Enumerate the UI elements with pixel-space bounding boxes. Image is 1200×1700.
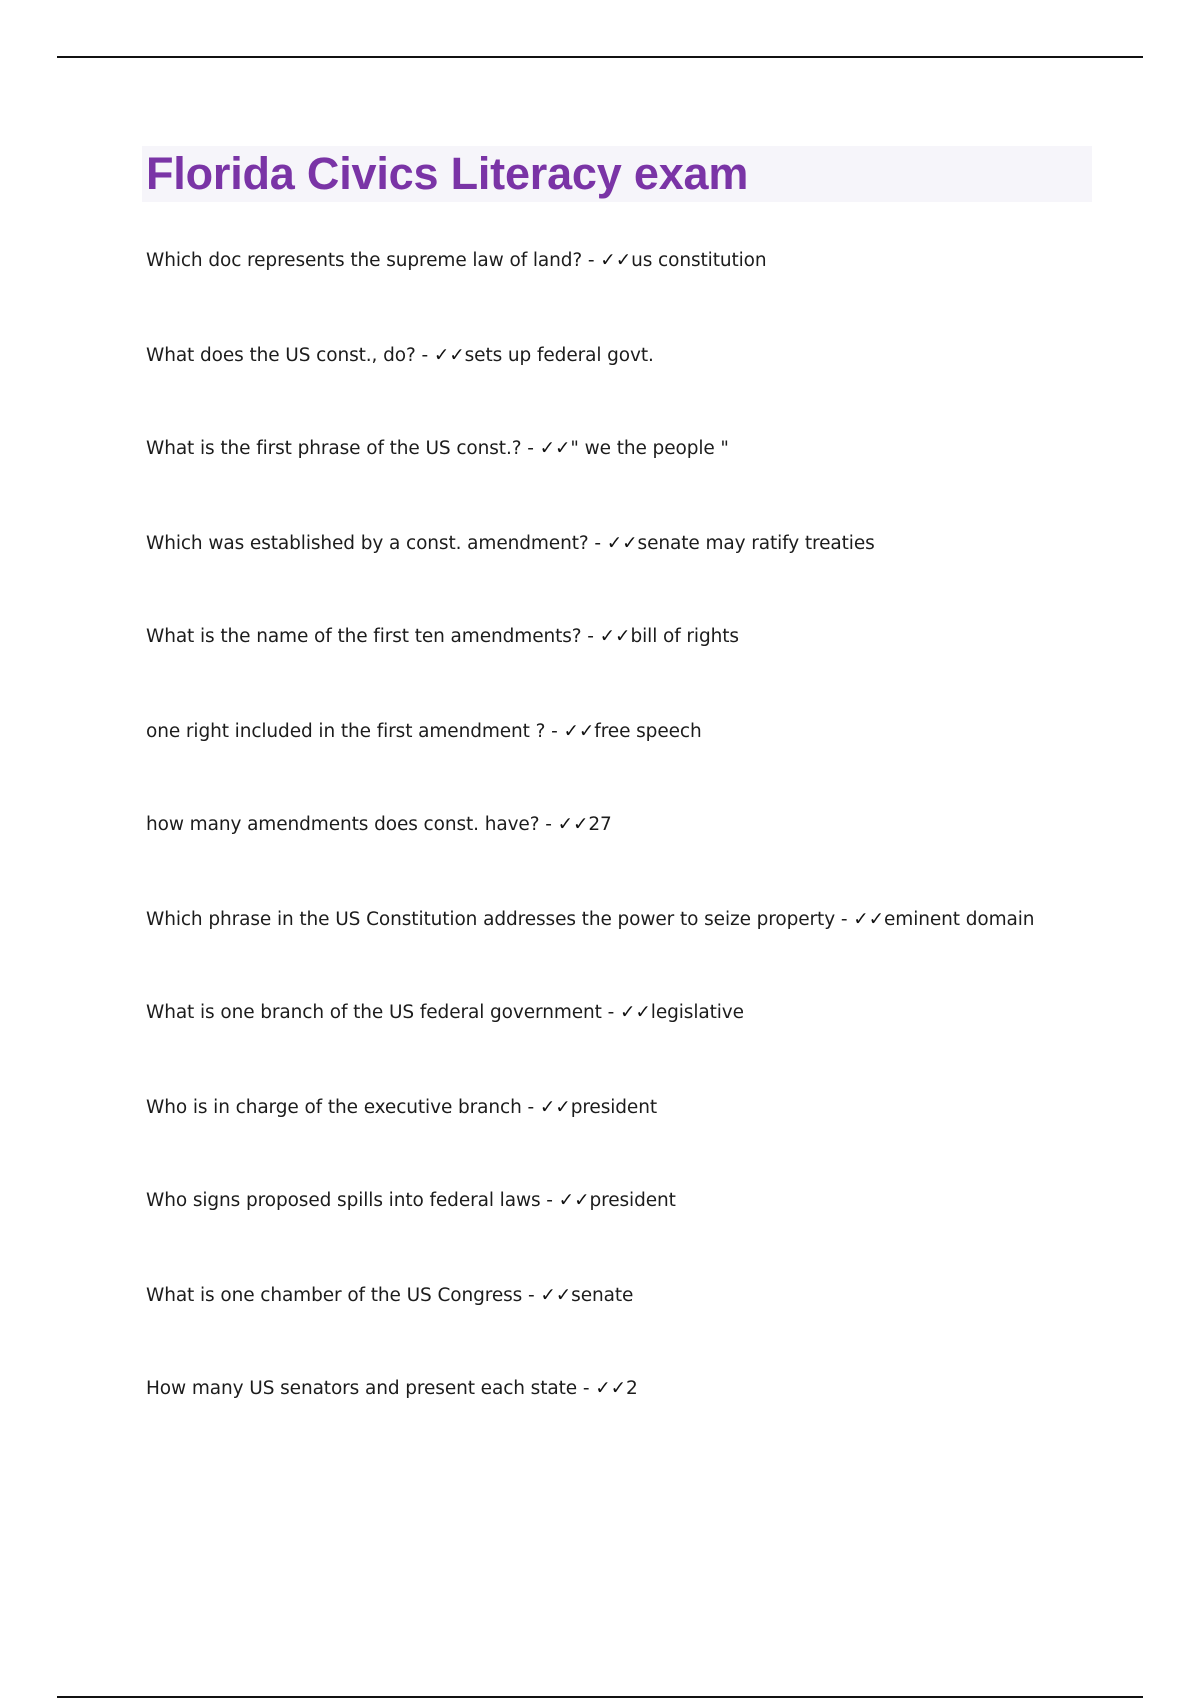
separator: - xyxy=(588,533,607,554)
separator: - xyxy=(540,1190,559,1211)
separator: - xyxy=(601,1002,620,1023)
answer-text: senate xyxy=(571,1285,634,1306)
separator: - xyxy=(415,345,434,366)
qa-item xyxy=(146,1096,657,1120)
answer-text: " we the people " xyxy=(570,438,729,459)
double-check-icon: ✓✓ xyxy=(539,438,571,459)
top-rule xyxy=(57,56,1143,58)
qa-item xyxy=(146,437,729,461)
answer-text: bill of rights xyxy=(630,626,739,647)
double-check-icon: ✓✓ xyxy=(606,533,638,554)
separator: - xyxy=(522,1285,541,1306)
answer-text: free speech xyxy=(594,721,702,742)
qa-item xyxy=(146,1189,676,1213)
answer-text: us constitution xyxy=(631,250,767,271)
separator: - xyxy=(521,1097,540,1118)
question-text: how many amendments does const. have? xyxy=(146,814,540,835)
double-check-icon: ✓✓ xyxy=(599,626,631,647)
qa-item xyxy=(146,1284,633,1308)
question-text: What is the first phrase of the US const.? xyxy=(146,438,522,459)
qa-item xyxy=(146,532,875,556)
double-check-icon: ✓✓ xyxy=(619,1002,651,1023)
answer-text: 27 xyxy=(588,814,612,835)
qa-item xyxy=(146,1377,638,1401)
qa-item xyxy=(146,813,612,837)
question-text: What is one chamber of the US Congress xyxy=(146,1285,523,1306)
double-check-icon: ✓✓ xyxy=(558,1190,590,1211)
answer-text: legislative xyxy=(650,1002,744,1023)
question-text: Which was established by a const. amendment? xyxy=(146,533,589,554)
document-title: Florida Civics Literacy exam xyxy=(146,148,749,199)
qa-item xyxy=(146,625,739,649)
separator: - xyxy=(582,250,601,271)
question-text: What is one branch of the US federal government xyxy=(146,1002,602,1023)
double-check-icon: ✓✓ xyxy=(557,814,589,835)
qa-item xyxy=(146,720,702,744)
question-text: Who is in charge of the executive branch xyxy=(146,1097,522,1118)
answer-text: president xyxy=(570,1097,657,1118)
qa-item xyxy=(146,908,1034,932)
answer-text: president xyxy=(589,1190,676,1211)
question-text: What does the US const., do? xyxy=(146,345,416,366)
answer-text: sets up federal govt. xyxy=(464,345,654,366)
answer-text: senate may ratify treaties xyxy=(637,533,875,554)
double-check-icon: ✓✓ xyxy=(540,1285,572,1306)
qa-item xyxy=(146,249,767,273)
question-text: How many US senators and present each state xyxy=(146,1378,578,1399)
separator: - xyxy=(835,909,854,930)
double-check-icon: ✓✓ xyxy=(539,1097,571,1118)
double-check-icon: ✓✓ xyxy=(595,1378,626,1399)
answer-text: eminent domain xyxy=(884,909,1035,930)
separator: - xyxy=(521,438,540,459)
separator: - xyxy=(577,1378,596,1399)
separator: - xyxy=(539,814,558,835)
separator: - xyxy=(581,626,600,647)
question-text: What is the name of the first ten amendments? xyxy=(146,626,582,647)
bottom-rule xyxy=(57,1696,1143,1698)
qa-item xyxy=(146,344,654,368)
double-check-icon: ✓✓ xyxy=(563,721,595,742)
question-text: Who signs proposed spills into federal laws xyxy=(146,1190,541,1211)
separator: - xyxy=(545,721,564,742)
double-check-icon: ✓✓ xyxy=(853,909,885,930)
double-check-icon: ✓✓ xyxy=(433,345,465,366)
double-check-icon: ✓✓ xyxy=(600,250,632,271)
qa-item xyxy=(146,1001,744,1025)
answer-text: 2 xyxy=(626,1378,638,1399)
question-text: one right included in the first amendment ? xyxy=(146,721,546,742)
question-text: Which phrase in the US Constitution addresses the power to seize property xyxy=(146,909,836,930)
question-text: Which doc represents the supreme law of land? xyxy=(146,250,583,271)
